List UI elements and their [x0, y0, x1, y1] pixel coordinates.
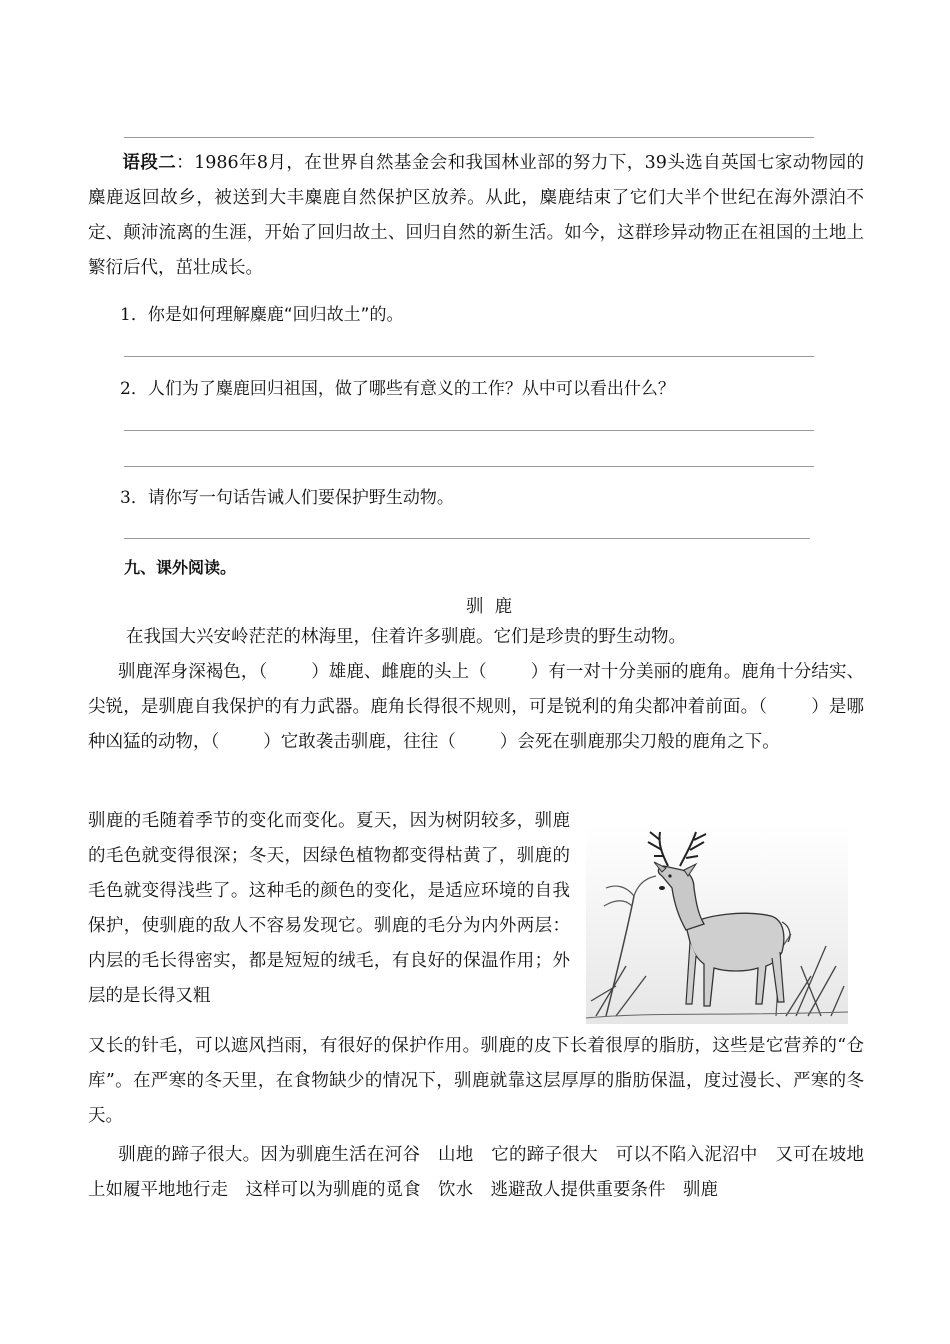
answer-line-top [124, 137, 814, 138]
question-3-text: 请你写一句话告诫人们要保护野生动物。 [147, 488, 454, 508]
passage-2-label: 语段二 [122, 153, 177, 173]
answer-line-q3[interactable] [124, 538, 810, 539]
deer-icon [586, 826, 848, 1024]
question-1-text: 你是如何理解麋鹿“回归故土”的。 [147, 305, 404, 325]
answer-line-q1[interactable] [124, 356, 814, 357]
reading-para-3-rest: 又长的针毛，可以遮风挡雨，有很好的保护作用。驯鹿的皮下长着很厚的脂肪，这些是它营养的“仓库”。在严寒的冬天里，在食物缺少的情况下，驯鹿就靠这层厚厚的脂肪保温，度过漫长、严寒的冬天。 [88, 1036, 864, 1126]
section-9-heading: 九、课外阅读。 [124, 558, 237, 577]
answer-line-q2-2[interactable] [124, 466, 814, 467]
question-2-text: 人们为了麋鹿回归祖国，做了哪些有意义的工作？从中可以看出什么？ [147, 379, 675, 399]
passage-2 [88, 146, 864, 286]
passage-2-text: ：1986年8月，在世界自然基金会和我国林业部的努力下，39头选自英国七家动物园的麋鹿返回故乡，被送到大丰麋鹿自然保护区放养。从此，麋鹿结束了它们大半个世纪在海外漂泊不定、颠沛流离的生涯，开始了回归故土、回归自然的新生活。如今，这群珍异动物正在祖国的土地上繁衍后代，茁壮成长。 [88, 153, 864, 278]
question-1: 1．你是如何理解麋鹿“回归故土”的。 [120, 305, 404, 325]
question-2: 2．人们为了麋鹿回归祖国，做了哪些有意义的工作？从中可以看出什么？ [120, 379, 675, 399]
question-3: 3．请你写一句话告诫人们要保护野生动物。 [120, 488, 454, 508]
deer-illustration [586, 826, 848, 1024]
reading-para-2: 驯鹿浑身深褐色，（ ）雄鹿、雌鹿的头上（ ）有一对十分美丽的鹿角。鹿角十分结实、尖锐，是驯鹿自我保护的有力武器。鹿角长得很不规则，可是锐利的角尖都冲着前面。（ ）是哪种凶猛的动物，（ ）它敢袭击驯鹿，往往（ ）会死在驯鹿那尖刀般的鹿角之下。 [88, 662, 865, 752]
reading-title: 驯 鹿 [466, 597, 513, 617]
answer-line-q2-1[interactable] [124, 430, 814, 431]
reading-para-4: 驯鹿的蹄子很大。因为驯鹿生活在河谷 山地 它的蹄子很大 可以不陷入泥沼中 又可在坡地上如履平地地行走 这样可以为驯鹿的觅食 饮水 逃避敌人提供重要条件 驯鹿 [88, 1145, 864, 1200]
reading-para-3-wrap: 驯鹿的毛随着季节的变化而变化。夏天，因为树阴较多，驯鹿的毛色就变得很深；冬天，因绿色植物都变得枯黄了，驯鹿的毛色就变得浅些了。这种毛的颜色的变化，是适应环境的自我保护，使驯鹿的敌人不容易发现它。驯鹿的毛分为内外两层：内层的毛长得密实，都是短短的绒毛，有良好的保温作用；外层的是长得又粗 [88, 811, 570, 1006]
reading-para-1: 在我国大兴安岭茫茫的林海里，住着许多驯鹿。它们是珍贵的野生动物。 [126, 627, 686, 647]
